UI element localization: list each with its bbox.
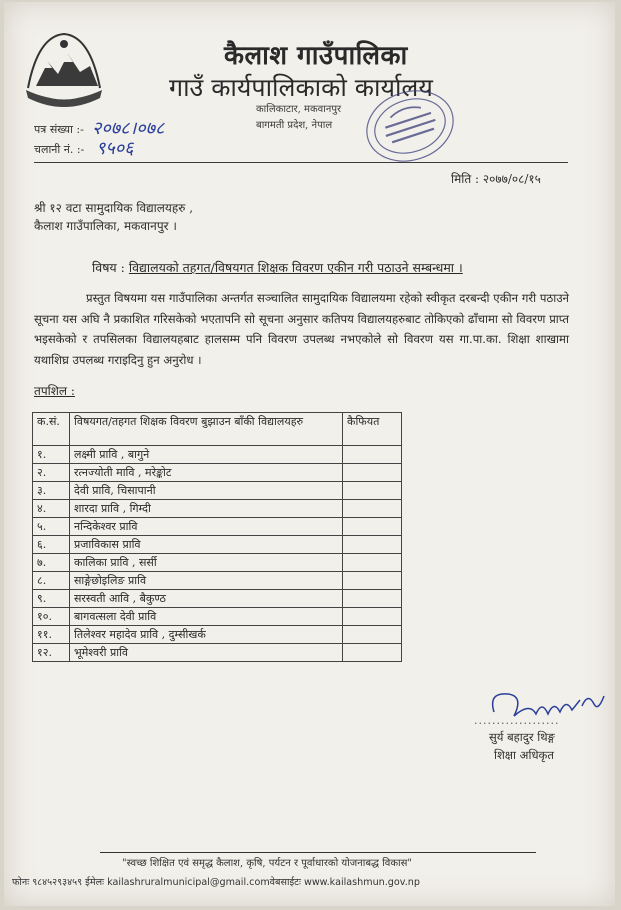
tapsil-heading: तपशिल : xyxy=(34,384,75,398)
letter-page xyxy=(4,2,615,906)
table-row xyxy=(33,608,402,626)
municipality-emblem-icon xyxy=(18,28,110,116)
cell-school: देवी प्रावि, चिसापानी xyxy=(70,482,343,500)
cell-sn: १. xyxy=(33,446,70,464)
table-row xyxy=(33,482,402,500)
cell-sn: २. xyxy=(33,464,70,482)
cell-school: शारदा प्रावि , गिम्दी xyxy=(70,500,343,518)
subject-label: विषय : xyxy=(92,260,125,275)
cell-remarks xyxy=(343,608,402,626)
subject-text: विद्यालयको तहगत/विषयगत शिक्षक विवरण एकीन गरी पठाउने सम्बन्धमा । xyxy=(128,260,463,275)
cell-remarks xyxy=(343,572,402,590)
cell-remarks xyxy=(343,482,402,500)
cell-remarks xyxy=(343,500,402,518)
office-address-line2: बागमती प्रदेश, नेपाल xyxy=(256,120,333,131)
signatory-name: सुर्य बहादुर थिङ्ग xyxy=(489,730,555,744)
cell-sn: ११. xyxy=(33,626,70,644)
addressee-line2: कैलाश गाउँपालिका, मकवानपुर । xyxy=(34,219,177,233)
cell-school: भूमेश्वरी प्रावि xyxy=(70,644,343,662)
header-divider xyxy=(34,162,568,163)
office-title: कैलाश गाउँपालिका xyxy=(224,41,408,71)
cell-remarks xyxy=(343,590,402,608)
cell-sn: ५. xyxy=(33,518,70,536)
cell-school: बागवत्सला देवी प्रावि xyxy=(70,608,343,626)
cell-remarks xyxy=(343,554,402,572)
col-header-schools: विषयगत/तहगत शिक्षक विवरण बुझाउन बाँकी विद्यालयहरु xyxy=(70,413,343,446)
cell-sn: ७. xyxy=(33,554,70,572)
table-row xyxy=(33,536,402,554)
table-row xyxy=(33,626,402,644)
table-row xyxy=(33,518,402,536)
cell-school: रत्नज्योती मावि , मरेङ्कोट xyxy=(70,464,343,482)
cell-sn: ६. xyxy=(33,536,70,554)
patra-sankhya-value: २०७८।०७८ xyxy=(92,118,165,139)
cell-school: प्रजाविकास प्रावि xyxy=(70,536,343,554)
table-row xyxy=(33,446,402,464)
cell-remarks xyxy=(343,626,402,644)
cell-sn: ३. xyxy=(33,482,70,500)
cell-sn: ४. xyxy=(33,500,70,518)
col-header-remarks: कैफियत xyxy=(343,413,402,446)
table-row xyxy=(33,500,402,518)
office-stamp-icon xyxy=(360,80,460,172)
chalani-number-label: चलानी नं. :- xyxy=(34,143,85,156)
signatory-title: शिक्षा अधिकृत xyxy=(494,748,554,762)
cell-school: सरस्वती आवि , बैकुण्ठ xyxy=(70,590,343,608)
table-row xyxy=(33,644,402,662)
cell-remarks xyxy=(343,464,402,482)
table-row xyxy=(33,554,402,572)
cell-sn: ९. xyxy=(33,590,70,608)
schools-table xyxy=(32,412,402,662)
cell-remarks xyxy=(343,518,402,536)
cell-remarks xyxy=(343,644,402,662)
office-address-line1: कालिकाटार, मकवानपुर xyxy=(256,104,342,115)
signature-dotted-line: ................... xyxy=(474,714,560,727)
cell-school: तिलेश्वर महादेव प्रावि , दुम्सीखर्क xyxy=(70,626,343,644)
cell-school: लक्ष्मी प्रावि , बागुने xyxy=(70,446,343,464)
cell-sn: ८. xyxy=(33,572,70,590)
cell-sn: १०. xyxy=(33,608,70,626)
footer-divider xyxy=(100,852,536,853)
table-row xyxy=(33,464,402,482)
chalani-number-value: ९५०६ xyxy=(96,138,134,159)
letter-date: मिति : २०७७/०८/१५ xyxy=(451,172,541,186)
cell-remarks xyxy=(343,536,402,554)
table-header-row xyxy=(33,413,402,446)
table-row xyxy=(33,590,402,608)
subject-line xyxy=(92,259,463,276)
col-header-sn: क.सं. xyxy=(33,413,70,446)
cell-remarks xyxy=(343,446,402,464)
letter-body: प्रस्तुत विषयमा यस गाउँपालिका अन्तर्गत सञ्चालित सामुदायिक विद्यालयमा रहेको स्वीकृत दरबन्दी एकीन गरी पठाउने सूचना यस अघि नै प्रकाशित गरिसकेको भएतापनि सो सूचना अनुसार कतिपय विद्यालयहरुबाट तोकिएको ढाँचामा सो विवरण प्राप्त भइसकेको र तपसिलका विद्यालयहबाट हालसम्म पनि विवरण उपलब्ध नभएकोले सो विवरण यस गा.पा.का. शिक्षा शाखामा यथाशिघ्र उपलब्ध गराइदिनु हुन अनुरोध । xyxy=(34,291,569,367)
patra-sankhya-label: पत्र संख्या :- xyxy=(34,123,84,136)
table-row xyxy=(33,572,402,590)
addressee-line1: श्री १२ वटा सामुदायिक विद्यालयहरु , xyxy=(34,201,194,215)
cell-school: कालिका प्रावि , सर्सी xyxy=(70,554,343,572)
cell-school: नन्दिकेश्वर प्रावि xyxy=(70,518,343,536)
office-subtitle: गाउँ कार्यपालिकाको कार्यालय xyxy=(169,73,433,102)
footer-slogan: "स्वच्छ शिक्षित एवं समृद्ध कैलाश, कृषि, पर्यटन र पूर्वाधारको योजनाबद्ध विकास" xyxy=(122,858,412,869)
cell-sn: १२. xyxy=(33,644,70,662)
footer-contact: फोनः ९८४५२९३४५९ ईमेलः kailashruralmunicipal@gmail.comवेबसाईटः www.kailashmun.gov.np xyxy=(12,877,420,888)
cell-school: साङ्गेछोइलिङ प्रावि xyxy=(70,572,343,590)
